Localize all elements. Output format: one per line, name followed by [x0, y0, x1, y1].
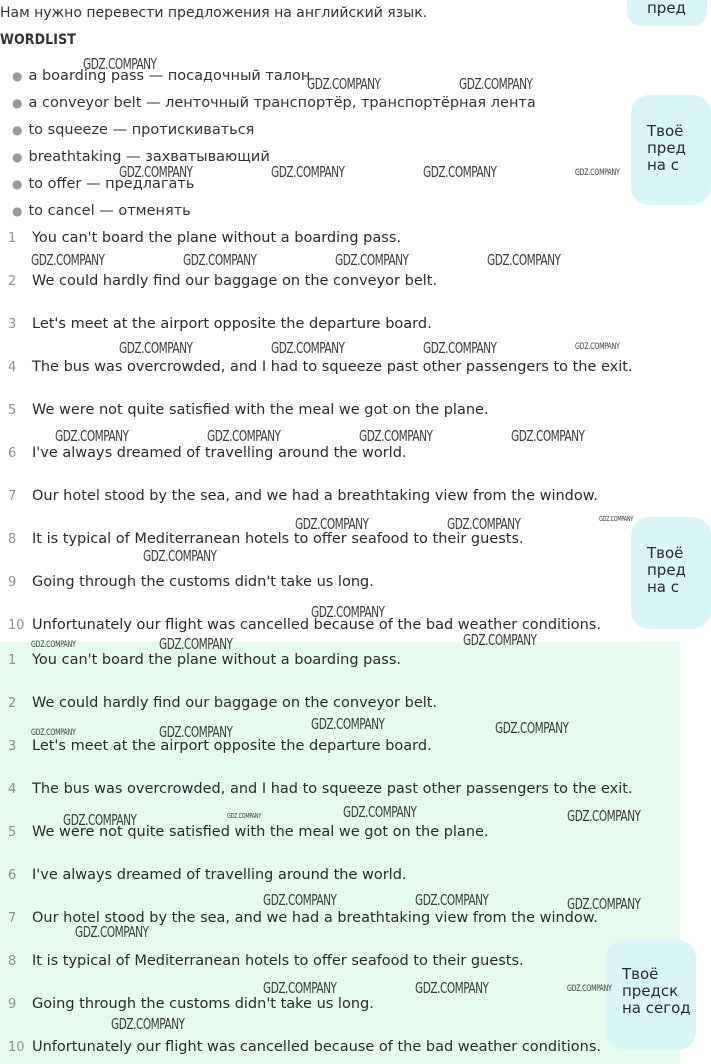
answer-row: 3 Let's meet at the airport opposite the departure board. — [8, 738, 432, 754]
bullet-icon: ● — [12, 177, 23, 191]
answer-row: 1 You can't board the plane without a boarding pass. — [8, 652, 401, 668]
word-item: ● a conveyor belt — ленточный транспортёр, транспортёрная лента — [12, 95, 536, 111]
watermark-text: GDZ.COMPANY — [119, 339, 193, 357]
watermark-text: GDZ.COMPANY — [343, 803, 417, 821]
watermark-text: GDZ.COMPANY — [63, 811, 137, 829]
word-item: ● to squeeze — протискиваться — [12, 122, 255, 138]
bullet-icon: ● — [12, 96, 23, 110]
side-bubble[interactable]: Твоё пред на с — [631, 517, 711, 629]
answer-row: 10 Unfortunately our flight was cancelled because of the bad weather conditions. — [8, 1039, 602, 1055]
answer-row: 5 We were not quite satisfied with the meal we got on the plane. — [8, 824, 489, 840]
watermark-text: GDZ.COMPANY — [311, 603, 385, 621]
watermark-text: GDZ.COMPANY — [111, 1015, 185, 1033]
watermark-text: GDZ.COMPANY — [159, 723, 233, 741]
word-item: ● breathtaking — захватывающий — [12, 149, 270, 165]
answer-row: 4 The bus was overcrowded, and I had to squeeze past other passengers to the exit. — [8, 781, 633, 797]
watermark-text: GDZ.COMPANY — [487, 251, 561, 269]
watermark-text: GDZ.COMPANY — [263, 891, 337, 909]
sentence-row: 8 It is typical of Mediterranean hotels to offer seafood to their guests. — [8, 531, 524, 547]
bullet-icon: ● — [12, 123, 23, 137]
watermark-text: GDZ.COMPANY — [423, 339, 497, 357]
watermark-text: GDZ.COMPANY — [75, 923, 149, 941]
watermark-text: GDZ.COMPANY — [567, 807, 641, 825]
watermark-text: GDZ.COMPANY — [335, 251, 409, 269]
bullet-icon: ● — [12, 204, 23, 218]
answer-row: 2 We could hardly find our baggage on the conveyor belt. — [8, 695, 438, 711]
watermark-text: GDZ.COMPANY — [575, 168, 620, 178]
wordlist-title: WORDLIST — [0, 32, 76, 48]
watermark-text: GDZ.COMPANY — [227, 812, 262, 820]
watermark-text: GDZ.COMPANY — [159, 635, 233, 653]
watermark-text: GDZ.COMPANY — [423, 163, 497, 181]
sentence-row: 9 Going through the customs didn't take us long. — [8, 574, 374, 590]
sentence-row: 3 Let's meet at the airport opposite the departure board. — [8, 316, 432, 332]
answer-row: 7 Our hotel stood by the sea, and we had a breathtaking view from the window. — [8, 910, 598, 926]
word-item: ● to cancel — отменять — [12, 203, 191, 219]
watermark-text: GDZ.COMPANY — [447, 515, 521, 533]
sentence-row: 5 We were not quite satisfied with the meal we got on the plane. — [8, 402, 489, 418]
sentence-row: 2 We could hardly find our baggage on the conveyor belt. — [8, 273, 438, 289]
watermark-text: GDZ.COMPANY — [311, 715, 385, 733]
watermark-text: GDZ.COMPANY — [31, 251, 105, 269]
watermark-text: GDZ.COMPANY — [463, 631, 537, 649]
watermark-text: GDZ.COMPANY — [567, 984, 612, 994]
sentence-row: 1 You can't board the plane without a boarding pass. — [8, 230, 401, 246]
side-bubble[interactable]: Твоё пред на с — [631, 95, 711, 205]
watermark-text: GDZ.COMPANY — [495, 719, 569, 737]
answer-row: 6 I've always dreamed of travelling around the world. — [8, 867, 407, 883]
watermark-text: GDZ.COMPANY — [359, 427, 433, 445]
watermark-text: GDZ.COMPANY — [83, 55, 157, 73]
watermark-text: GDZ.COMPANY — [119, 163, 193, 181]
sentence-row: 10 Unfortunately our flight was cancelled because of the bad weather conditions. — [8, 617, 602, 633]
watermark-text: GDZ.COMPANY — [295, 515, 369, 533]
sentence-row: 7 Our hotel stood by the sea, and we had a breathtaking view from the window. — [8, 488, 598, 504]
answer-row: 9 Going through the customs didn't take us long. — [8, 996, 374, 1012]
watermark-text: GDZ.COMPANY — [31, 640, 76, 650]
side-bubble[interactable]: пред — [627, 0, 707, 26]
watermark-text: GDZ.COMPANY — [271, 339, 345, 357]
task-intro: Нам нужно перевести предложения на английский язык. — [0, 5, 428, 21]
answer-row: 8 It is typical of Mediterranean hotels to offer seafood to their guests. — [8, 953, 524, 969]
bullet-icon: ● — [12, 150, 23, 164]
watermark-text: GDZ.COMPANY — [271, 163, 345, 181]
watermark-text: GDZ.COMPANY — [207, 427, 281, 445]
sentence-row: 6 I've always dreamed of travelling around the world. — [8, 445, 407, 461]
watermark-text: GDZ.COMPANY — [55, 427, 129, 445]
watermark-text: GDZ.COMPANY — [183, 251, 257, 269]
watermark-text: GDZ.COMPANY — [459, 75, 533, 93]
watermark-text: GDZ.COMPANY — [511, 427, 585, 445]
bullet-icon: ● — [12, 69, 23, 83]
sentence-row: 4 The bus was overcrowded, and I had to squeeze past other passengers to the exit. — [8, 359, 633, 375]
watermark-text: GDZ.COMPANY — [599, 515, 634, 523]
word-item: ● to offer — предлагать — [12, 176, 195, 192]
watermark-text: GDZ.COMPANY — [31, 728, 76, 738]
side-bubble[interactable]: Твоё предск на сегод — [606, 940, 696, 1050]
word-item: ● a boarding pass — посадочный талон — [12, 68, 311, 84]
watermark-text: GDZ.COMPANY — [415, 891, 489, 909]
watermark-text: GDZ.COMPANY — [575, 342, 620, 352]
watermark-text: GDZ.COMPANY — [263, 979, 337, 997]
watermark-text: GDZ.COMPANY — [143, 547, 217, 565]
watermark-text: GDZ.COMPANY — [567, 895, 641, 913]
watermark-text: GDZ.COMPANY — [415, 979, 489, 997]
watermark-text: GDZ.COMPANY — [307, 75, 381, 93]
